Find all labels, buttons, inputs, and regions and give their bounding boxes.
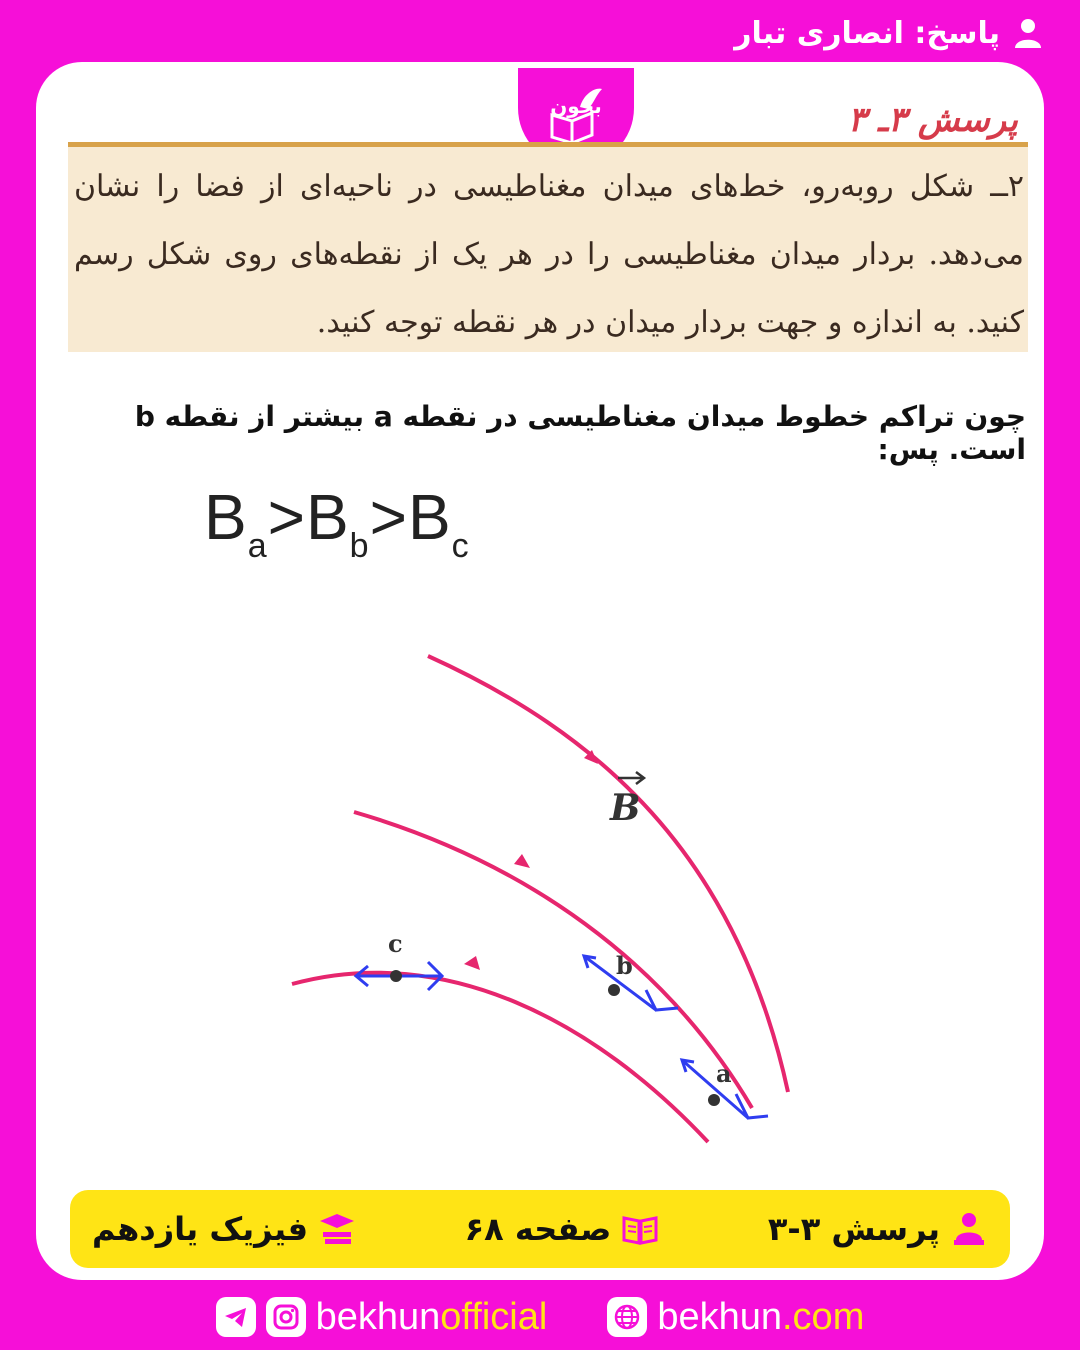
point-a-dot	[708, 1094, 720, 1106]
social-handle[interactable]	[216, 1296, 548, 1339]
field-line-inner	[292, 973, 708, 1142]
field-line-arrow-middle	[514, 854, 530, 868]
field-line-outer	[428, 656, 788, 1092]
book-question-header	[68, 90, 1028, 150]
website-link[interactable]	[607, 1296, 864, 1339]
info-subject: فیزیک یازدهم	[92, 1210, 356, 1248]
footer	[0, 1284, 1080, 1350]
answer-author: پاسخ: انصاری تبار	[734, 15, 1000, 51]
field-line-arrow-inner	[464, 956, 480, 970]
handle-part2: official	[440, 1295, 548, 1338]
site-part2: .com	[782, 1295, 865, 1338]
book-question-text: ۲ــ شکل روبه‌رو، خط‌های میدان مغناطیسی در ناحیه‌ای از فضا را نشان می‌دهد. بردار میدان مغناطیسی را در هر یک از نقطه‌های روی شکل رسم کنید. به اندازه و جهت بردار میدان در هر نقطه توجه کنید.	[68, 147, 1028, 352]
info-bar	[70, 1190, 1010, 1268]
graduation-books-icon	[318, 1210, 356, 1248]
user-icon	[1012, 17, 1044, 49]
point-a-label: a	[716, 1059, 732, 1088]
book-question-title: پرسش ۳ـ ۳	[847, 100, 1018, 140]
point-c-dot	[390, 970, 402, 982]
vector-b-label: B	[610, 787, 641, 829]
point-b-label: b	[616, 951, 633, 980]
info-question: پرسش ۳-۳	[768, 1210, 988, 1248]
open-book-icon	[621, 1210, 659, 1248]
info-page: صفحه ۶۸	[465, 1210, 660, 1248]
content-card	[36, 62, 1044, 1280]
teacher-icon	[950, 1210, 988, 1248]
answer-author-bar	[734, 8, 1044, 58]
field-comparison-formula: $B_a>B_b>B_c$	[204, 481, 470, 565]
field-line-middle	[354, 812, 752, 1108]
globe-icon[interactable]	[607, 1297, 647, 1337]
telegram-icon[interactable]	[216, 1297, 256, 1337]
instagram-icon[interactable]	[266, 1297, 306, 1337]
logo-text: بخون	[550, 94, 602, 118]
point-c-label: c	[388, 929, 403, 958]
magnetic-field-diagram	[36, 622, 1044, 1162]
site-part1: bekhun	[657, 1295, 782, 1338]
handle-part1: bekhun	[315, 1295, 441, 1338]
answer-explanation: چون تراکم خطوط میدان مغناطیسی در نقطه a بیشتر از نقطه b است. پس:	[134, 400, 1026, 466]
point-b-dot	[608, 984, 620, 996]
